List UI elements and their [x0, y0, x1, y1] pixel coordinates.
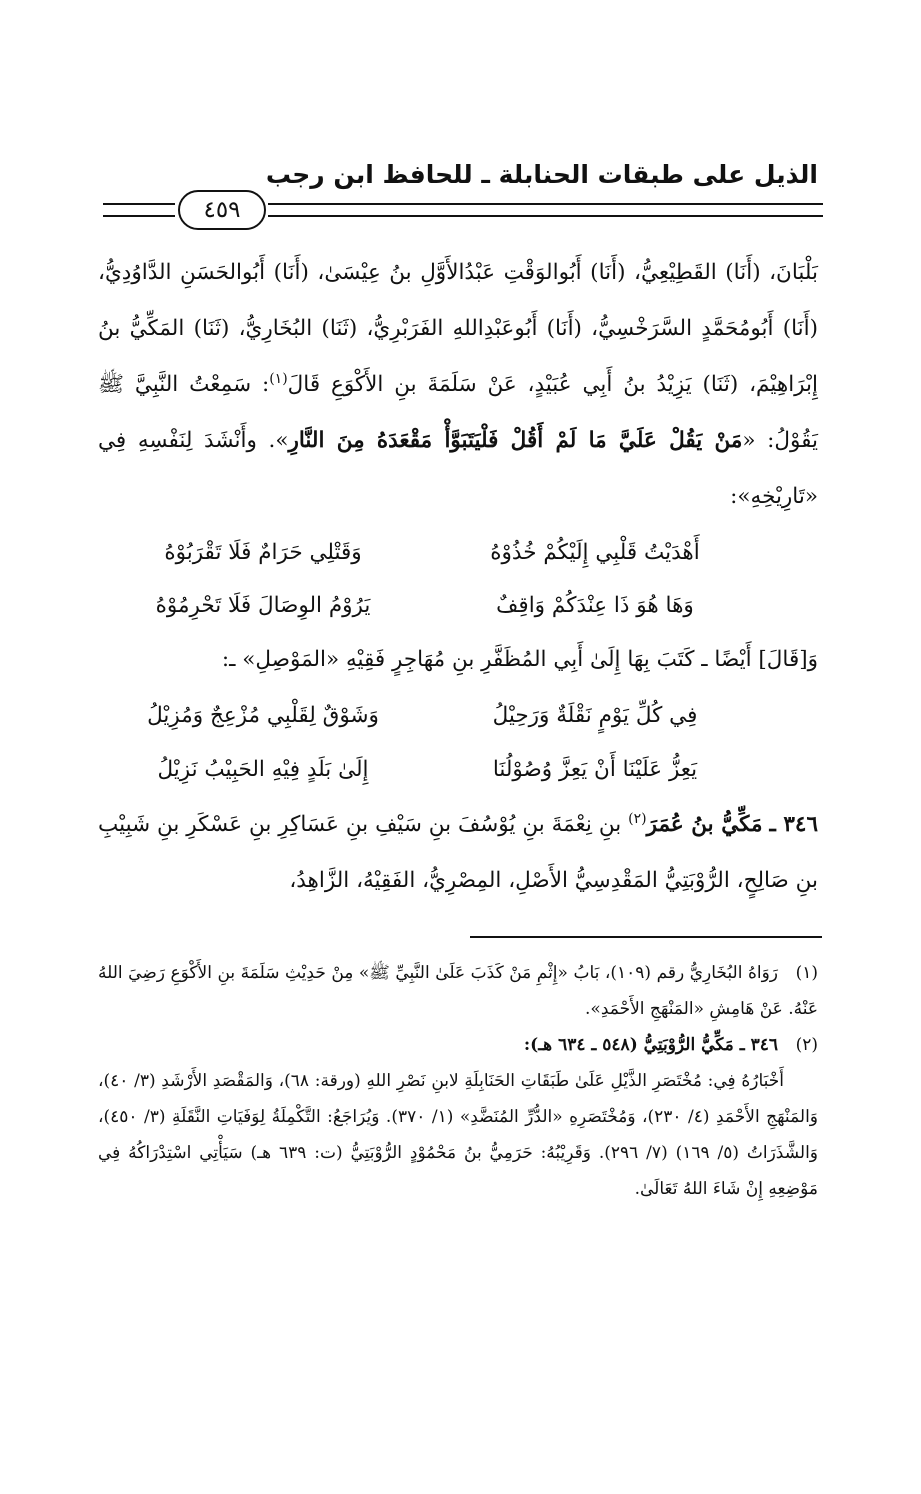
main-text [98, 245, 818, 525]
footnote-2-text: أَخْبَارُهُ فِي: مُخْتَصَرِ الذَّيْلِ عَلَىٰ طَبَقَاتِ الحَنَابِلَةِ لابنِ نَصْرِ اللهِ (ورقة: ٦٨)، وَالمَقْصَدِ الأَرْشَدِ (٣/ ٤٠)، وَالمَنْهَجِ الأَحْمَدِ (٤/ ٢٣٠)، وَمُخْتَصَرِهِ «الدُّرِّ المُنَضَّدِ» (١/ ٣٧٠). وَيُرَاجَعُ: التَّكْمِلَةُ لِوَفَيَاتِ النَّقَلَةِ (٣/ ٤٥٠)، وَالشَّذَرَاتُ (٥/ ١٦٩) (٧/ ٢٩٦). وَقَرِيْبُهُ: حَرَمِيُّ بنُ مَحْمُوْدٍ الرُّوْبَتِيُّ (ت: ٦٣٩ هـ) سَيَأْتِي اسْتِدْرَاكُهُ فِي مَوْضِعِهِ إِنْ شَاءَ اللهُ تَعَالَىٰ. [98, 1071, 819, 1199]
isnad-text: بَلْبَانَ، (أَنَا) القَطِيْعِيُّ، (أَنَا) أَبُوالوَقْتِ عَبْدُالأَوَّلِ بنُ عِيْسَىٰ، (أَنَا) أَبُوالحَسَنِ الدَّاوُدِيُّ، (أَنَا) أَبُومُحَمَّدٍ السَّرَخْسِيُّ، (أَنَا) أَبُوعَبْدِاللهِ الفَرَبْرِيُّ، (ثَنَا) البُخَارِيُّ، (ثَنَا) المَكِّيُّ بنُ إِبْرَاهِيْمَ، (ثَنَا) يَزِيْدُ بنُ أَبِي عُبَيْدٍ، عَنْ سَلَمَةَ بنِ الأَكْوَعِ قَالَ [98, 260, 818, 397]
isnad-end: ». وأَنْشَدَ لِنَفْسِهِ فِي «تَارِيْخِهِ»: [98, 428, 818, 509]
verse-line [98, 525, 818, 581]
verse-hemistich-left: إِلَىٰ بَلَدٍ فِيْهِ الحَبِيْبُ نَزِيْلُ [157, 757, 369, 782]
isnad-continuation: : سَمِعْتُ النَّبِيَّ ﷺ يَقُوْلُ: « [98, 372, 818, 453]
verse-hemistich-left: وَشَوْقٌ لِقَلْبِي مُزْعِجٌ وَمُزِيْلُ [147, 703, 379, 728]
header-rule-right [268, 203, 823, 217]
footnote-1-number: (١) [795, 963, 819, 983]
verse-hemistich-right: أَهْدَيْتُ قَلْبِي إِلَيْكُمْ خُذُوْهُ [490, 540, 700, 565]
footnote-separator [470, 936, 822, 938]
verse-line [98, 688, 818, 744]
footnote-1-text: رَوَاهُ البُخَارِيُّ رقم (١٠٩)، بَابُ «إِثْمِ مَنْ كَذَبَ عَلَىٰ النَّبِيِّ ﷺ» مِنْ حَدِيْثِ سَلَمَةَ بنِ الأَكْوَعِ رَضِيَ اللهُ عَنْهُ. عَنْ هَامِشِ «المَنْهَجِ الأَحْمَدِ». [98, 963, 818, 1019]
verse-hemistich-right: فِي كُلِّ يَوْمٍ نَقْلَةٌ وَرَحِيْلُ [492, 703, 698, 728]
hadith-text: مَنْ يَقُلْ عَلَيَّ مَا لَمْ أَقُلْ فَلْيَتَبَوَّأْ مَقْعَدَهُ مِنَ النَّارِ [288, 428, 743, 453]
header-rule-left [103, 203, 175, 217]
footnote-2-heading [98, 1027, 818, 1063]
entry-name: مَكِّيُّ بنُ عُمَرَ [646, 812, 763, 837]
verse-hemistich-right: وَهَا هُوَ ذَا عِنْدَكُمْ وَاقِفٌ [496, 593, 694, 618]
paragraph-isnad [98, 245, 818, 525]
entry-text: بنِ نِعْمَةَ بنِ يُوْسُفَ بنِ سَيْفِ بنِ عَسَاكِرِ بنِ عَسْكَرِ بنِ شَبِيْبِ بنِ صَالِحٍ، الرُّوْبَتِيُّ المَقْدِسِيُّ الأَصْلِ، المِصْرِيُّ، الفَقِيْهُ، الزَّاهِدُ، [98, 812, 818, 893]
footnote-2-number: (٢) [795, 1035, 818, 1055]
footnote-2-title: ٣٤٦ ـ مَكِّيُّ الرُّوْبَتِيُّ (٥٤٨ ـ ٦٣٤ هـ): [523, 1035, 778, 1055]
biography-entry [98, 797, 818, 909]
running-title: الذيل على طبقات الحنابلة ـ للحافظ ابن رجب [265, 160, 818, 189]
footnotes [98, 955, 818, 1207]
verse-hemistich-right: يَعِزُّ عَلَيْنَا أَنْ يَعِزَّ وُصُوْلُنَا [492, 757, 698, 782]
paragraph-intro [98, 632, 818, 688]
intro-text: وَ[قَالَ] أَيْضًا ـ كَتَبَ بِهَا إِلَىٰ أَبِي المُظَفَّرِ بنِ مُهَاجِرٍ فَقِيْهِ «المَوْصِلِ» ـ: [221, 647, 818, 672]
footnote-ref-2: (٢) [628, 810, 647, 827]
verse-line [98, 578, 818, 634]
footnote-1 [98, 955, 818, 1027]
footnote-ref-1: (١) [269, 370, 288, 387]
verse-line [98, 742, 818, 798]
page-number: ٤٥٩ [178, 190, 266, 230]
verse-hemistich-left: يَرُوْمُ الوِصَالَ فَلَا تَحْرِمُوْهُ [155, 593, 371, 618]
entry-number: ٣٤٦ ـ [769, 812, 818, 837]
verse-hemistich-left: وَقَتْلِي حَرَامٌ فَلَا تَقْرَبُوْهُ [164, 540, 362, 565]
